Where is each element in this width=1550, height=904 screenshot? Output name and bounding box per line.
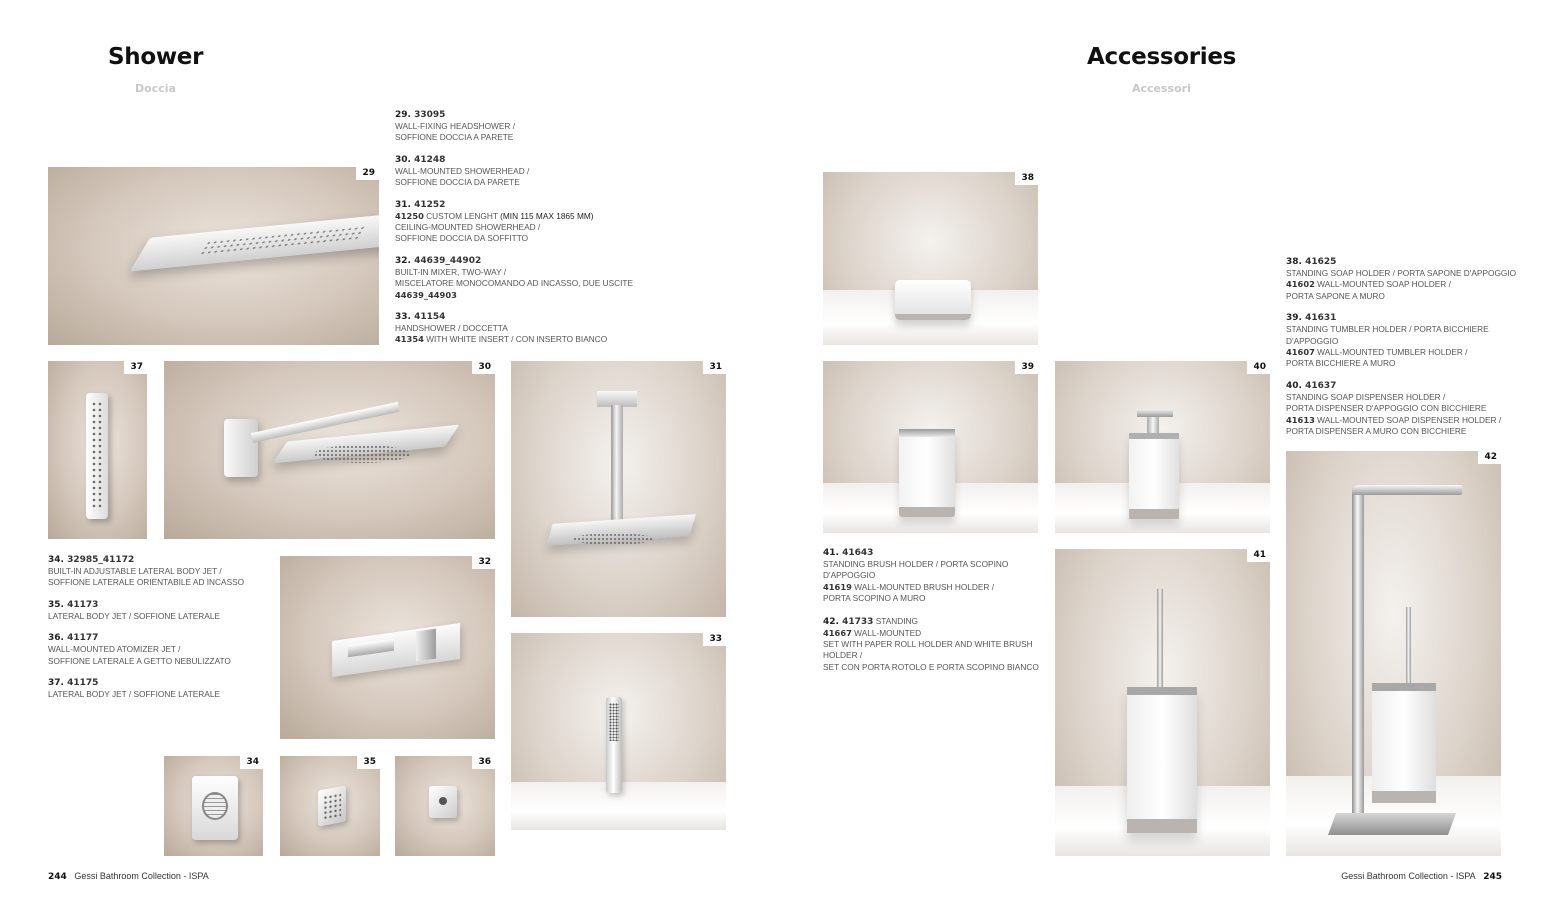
- photo-39-tumbler-holder: [823, 361, 1038, 533]
- photo-36-atomizer-jet: [395, 756, 495, 856]
- photo-number-badge: 38: [1015, 172, 1038, 185]
- item-code: 41173: [67, 599, 99, 610]
- item-text: WALL-FIXING HEADSHOWER /: [395, 121, 516, 131]
- variant-text: WALL-MOUNTED: [851, 627, 922, 638]
- variant-code: 41613: [1286, 414, 1315, 425]
- item-code: 41643: [842, 548, 874, 558]
- left-page-title: Shower: [108, 44, 204, 70]
- variant-text: WALL-MOUNTED TUMBLER HOLDER /: [1314, 347, 1468, 358]
- ceiling-pipe: [611, 405, 623, 521]
- photo-40-soap-dispenser: [1055, 361, 1270, 533]
- left-page-footer: [48, 871, 209, 882]
- item-text: MISCELATORE MONOCOMANDO AD INCASSO, DUE USCITE: [395, 278, 634, 289]
- item-text: PORTA SCOPINO A MURO: [823, 593, 926, 604]
- photo-29-wall-headshower: [48, 167, 379, 345]
- item-text: HANDSHOWER / DOCCETTA: [395, 323, 508, 334]
- jet-nozzle-disc: [202, 792, 228, 820]
- item-text: LATERAL BODY JET / SOFFIONE LATERALE: [48, 610, 220, 621]
- variant-text: WITH WHITE INSERT / CON INSERTO BIANCO: [423, 334, 608, 345]
- set-column: [1352, 485, 1364, 815]
- tumbler-rim: [899, 429, 955, 437]
- photo-30-wall-showerhead: [164, 361, 495, 539]
- item-number: 40.: [1286, 380, 1302, 391]
- item-29-heading: [395, 109, 725, 121]
- brush-handle: [1157, 589, 1163, 689]
- item-number: 42.: [823, 616, 839, 627]
- item-text: PORTA DISPENSER D'APPOGGIO CON BICCHIERE: [1286, 403, 1487, 414]
- item-text: STANDING BRUSH HOLDER / PORTA SCOPINO: [823, 559, 1009, 569]
- accessory-items-38-40: [1286, 256, 1516, 449]
- item-35: [48, 599, 278, 622]
- item-variant: [395, 211, 725, 222]
- item-34: [48, 554, 278, 589]
- item-text: PORTA SAPONE A MURO: [1286, 290, 1385, 301]
- item-31: [395, 199, 725, 245]
- jet-nozzles: [323, 792, 341, 819]
- ceiling-head-nozzles: [573, 533, 653, 545]
- photo-number-badge: 29: [356, 167, 379, 180]
- item-code-suffix: STANDING: [873, 615, 918, 626]
- photo-34-adjustable-body-jet: [164, 756, 263, 856]
- atomizer-nozzle: [439, 797, 447, 805]
- photo-33-handshower: [511, 633, 726, 830]
- item-number: 33.: [395, 312, 411, 323]
- variant-range: (MIN 115 MAX 1865 MM): [500, 210, 594, 221]
- item-39: [1286, 312, 1516, 370]
- item-37-heading: [48, 677, 278, 689]
- item-33-heading: [395, 311, 725, 323]
- wall-flange: [224, 419, 258, 477]
- item-number: 31.: [395, 199, 411, 210]
- variant-text: CUSTOM LENGHT: [423, 210, 501, 221]
- item-40-heading: [1286, 380, 1516, 392]
- item-text: PORTA BICCHIERE A MURO: [1286, 358, 1396, 369]
- item-text: SOFFIONE LATERALE A GETTO NEBULIZZATO: [48, 655, 231, 666]
- tumbler-body: [899, 431, 955, 517]
- item-text: SOFFIONE LATERALE ORIENTABILE AD INCASSO: [48, 577, 245, 588]
- item-37: [48, 677, 278, 700]
- item-number: 35.: [48, 599, 64, 610]
- item-variant: [1286, 279, 1516, 290]
- item-text: SOFFIONE DOCCIA A PARETE: [395, 132, 514, 143]
- paper-roll-arm: [1352, 485, 1462, 495]
- accessory-items-41-42: [823, 547, 1048, 685]
- item-39-heading: [1286, 312, 1516, 324]
- item-code: 41252: [414, 199, 446, 210]
- item-variant: [1286, 415, 1516, 426]
- photo-32-built-in-mixer: [280, 556, 495, 739]
- item-number: 36.: [48, 633, 64, 644]
- item-variant: [823, 582, 1048, 593]
- item-code: 33095: [414, 110, 446, 120]
- item-36-heading: [48, 632, 278, 644]
- photo-number-badge: 31: [703, 361, 726, 374]
- item-text: LATERAL BODY JET / SOFFIONE LATERALE: [48, 689, 220, 700]
- set-brush-handle: [1406, 607, 1411, 687]
- item-variant: [823, 628, 1048, 639]
- photo-38-soap-holder: [823, 172, 1038, 345]
- item-code: 41248: [414, 154, 446, 165]
- item-text: SOFFIONE DOCCIA DA SOFFITTO: [395, 233, 529, 244]
- item-code: 32985_41172: [67, 555, 135, 565]
- item-32-heading: [395, 255, 725, 267]
- handshower-nozzles: [609, 703, 619, 741]
- item-code: 41175: [67, 678, 99, 689]
- item-32: [395, 255, 725, 301]
- item-text: WALL-MOUNTED SHOWERHEAD /: [395, 165, 530, 176]
- shower-items-34-37: [48, 554, 278, 712]
- right-page-title: Accessories: [1087, 44, 1237, 70]
- item-text: STANDING SOAP HOLDER / PORTA SAPONE D'APPOGGIO: [1286, 268, 1517, 278]
- item-number: 39.: [1286, 313, 1302, 324]
- item-text: BUILT-IN MIXER, TWO-WAY /: [395, 266, 507, 277]
- photo-number-badge: 30: [472, 361, 495, 374]
- photo-number-badge: 35: [357, 756, 380, 769]
- shower-items-29-33: [395, 109, 725, 358]
- photo-41-brush-holder: [1055, 549, 1270, 856]
- item-code: 41177: [67, 633, 99, 644]
- left-page-subtitle: Doccia: [135, 82, 176, 95]
- item-38-heading: [1286, 256, 1516, 268]
- item-41: [823, 547, 1048, 605]
- photo-number-badge: 42: [1478, 451, 1501, 464]
- variant-code: 44639_44903: [395, 289, 457, 300]
- item-code: 44639_44902: [414, 255, 482, 266]
- variant-text: WALL-MOUNTED SOAP DISPENSER HOLDER /: [1314, 414, 1502, 425]
- item-31-heading: [395, 199, 725, 211]
- item-text: STANDING TUMBLER HOLDER / PORTA BICCHIERE: [1286, 324, 1489, 335]
- item-40: [1286, 380, 1516, 438]
- variant-text: WALL-MOUNTED BRUSH HOLDER /: [851, 581, 995, 592]
- variant-code: 41607: [1286, 347, 1315, 358]
- item-34-heading: [48, 554, 278, 566]
- item-text: HOLDER /: [823, 650, 863, 661]
- variant-code: 41250: [395, 210, 424, 221]
- right-page-footer: [1341, 871, 1502, 882]
- item-number: 37.: [48, 678, 64, 689]
- item-text: STANDING SOAP DISPENSER HOLDER /: [1286, 391, 1446, 402]
- item-number: 41.: [823, 548, 839, 558]
- item-number: 32.: [395, 255, 411, 266]
- item-42-heading: [823, 615, 1048, 628]
- footer-text: Gessi Bathroom Collection - ISPA: [1341, 871, 1476, 881]
- body-jet-nozzles: [91, 401, 103, 511]
- page-number: 244: [48, 872, 67, 882]
- item-text: CEILING-MOUNTED SHOWERHEAD /: [395, 222, 541, 233]
- soap-holder-block: [895, 280, 971, 320]
- item-variant: [395, 290, 725, 301]
- item-text: D'APPOGGIO: [823, 570, 876, 581]
- item-variant: [395, 334, 725, 345]
- item-41-heading: [823, 547, 1048, 559]
- photo-37-lateral-body-jet: [48, 361, 147, 539]
- item-code: 41637: [1305, 380, 1337, 391]
- variant-code: 41667: [823, 627, 852, 638]
- item-text: WALL-MOUNTED ATOMIZER JET /: [48, 644, 181, 655]
- item-30: [395, 154, 725, 189]
- photo-31-ceiling-showerhead: [511, 361, 726, 617]
- item-code: 41631: [1305, 313, 1337, 324]
- photo-number-badge: 36: [472, 756, 495, 769]
- photo-number-badge: 41: [1247, 549, 1270, 562]
- photo-number-badge: 34: [240, 756, 263, 769]
- item-38: [1286, 256, 1516, 302]
- photo-number-badge: 40: [1247, 361, 1270, 374]
- item-code: 41154: [414, 312, 446, 323]
- right-page-subtitle: Accessori: [1132, 82, 1191, 95]
- variant-code: 41619: [823, 581, 852, 592]
- set-brush-holder: [1372, 683, 1436, 803]
- item-number: 38.: [1286, 257, 1302, 267]
- variant-code: 41602: [1286, 279, 1315, 290]
- item-29: [395, 109, 725, 144]
- dispenser-body: [1129, 433, 1179, 519]
- photo-42-standing-set: [1286, 451, 1501, 856]
- item-code: 41733: [842, 616, 874, 627]
- variant-code: 41354: [395, 334, 424, 345]
- brush-holder-body: [1127, 687, 1197, 833]
- item-text: SET CON PORTA ROTOLO E PORTA SCOPINO BIANCO: [823, 661, 1039, 672]
- item-text: SOFFIONE DOCCIA DA PARETE: [395, 177, 520, 188]
- mixer-knob: [416, 629, 436, 662]
- item-text: D'APPOGGIO: [1286, 335, 1339, 346]
- shower-head-nozzles: [314, 445, 410, 463]
- item-text: BUILT-IN ADJUSTABLE LATERAL BODY JET /: [48, 566, 222, 576]
- item-text: PORTA DISPENSER A MURO CON BICCHIERE: [1286, 426, 1467, 437]
- item-text: SET WITH PAPER ROLL HOLDER AND WHITE BRUSH: [823, 639, 1033, 650]
- item-35-heading: [48, 599, 278, 611]
- item-number: 34.: [48, 555, 64, 565]
- item-30-heading: [395, 154, 725, 166]
- item-number: 29.: [395, 110, 411, 120]
- photo-number-badge: 37: [124, 361, 147, 374]
- item-42: [823, 615, 1048, 674]
- page-number: 245: [1483, 872, 1502, 882]
- photo-35-lateral-body-jet: [280, 756, 380, 856]
- footer-text: Gessi Bathroom Collection - ISPA: [74, 871, 209, 881]
- item-36: [48, 632, 278, 667]
- photo-number-badge: 32: [472, 556, 495, 569]
- dispenser-nozzle: [1137, 409, 1173, 417]
- photo-number-badge: 33: [703, 633, 726, 646]
- item-code: 41625: [1305, 257, 1337, 267]
- item-33: [395, 311, 725, 346]
- set-base: [1328, 813, 1456, 835]
- photo-number-badge: 39: [1015, 361, 1038, 374]
- variant-text: WALL-MOUNTED SOAP HOLDER /: [1314, 279, 1451, 290]
- item-variant: [1286, 347, 1516, 358]
- item-number: 30.: [395, 154, 411, 165]
